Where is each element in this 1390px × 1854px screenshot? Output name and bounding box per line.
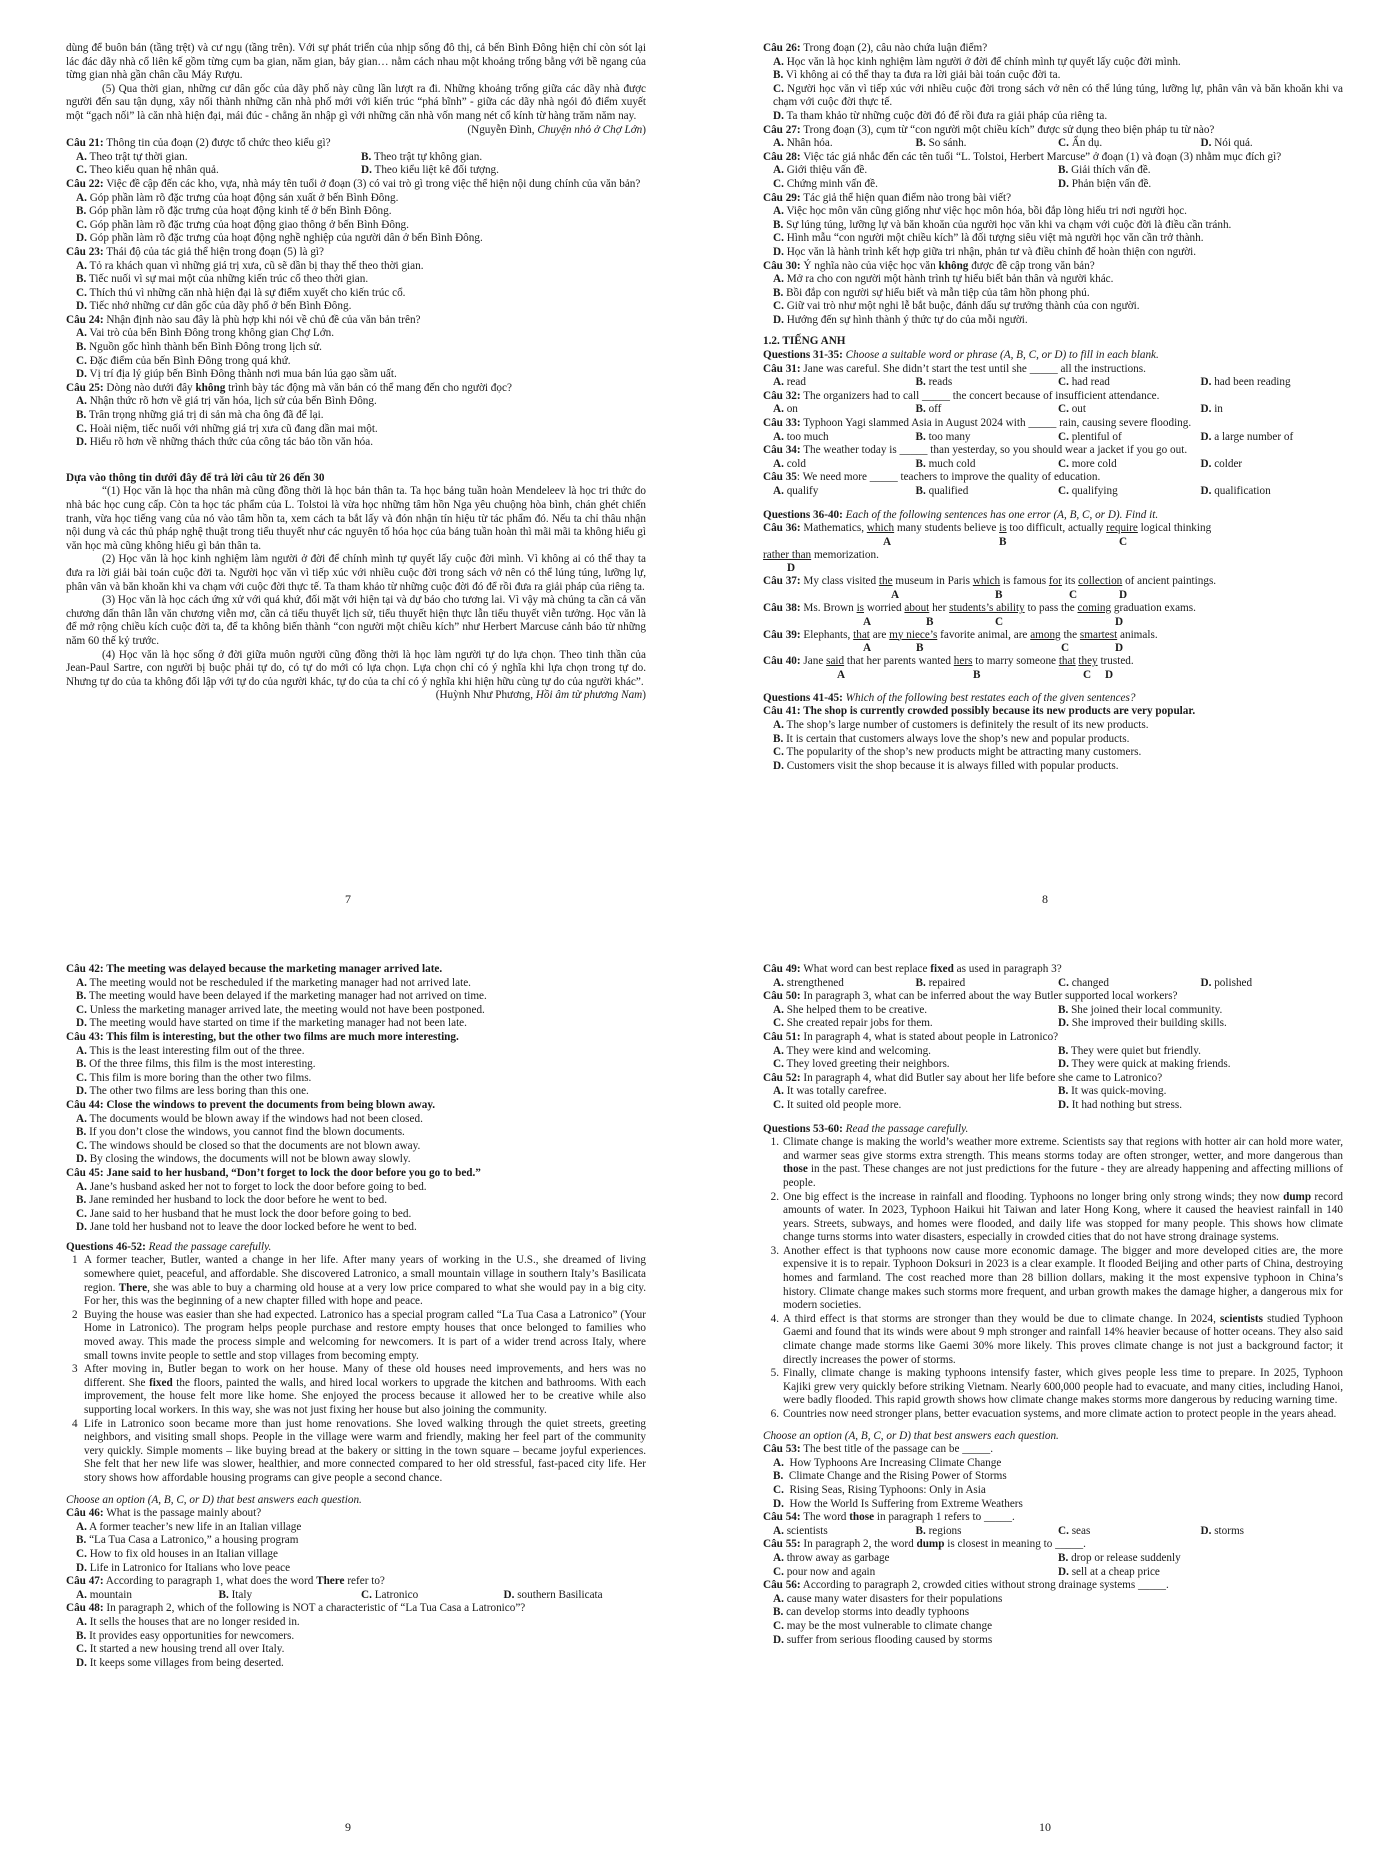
option-c[interactable]: C. changed bbox=[1058, 976, 1109, 989]
reading-paragraph-1: “(1) Học văn là học tha nhân mà cũng đồng thời là học bản thân ta. Ta học bảng tuần hoàn Mendeleev là học tri thức do nhà bác học cung cấp. Còn ta học tác phẩm của L. Tolstoi là vừa học những tâm hồn Nga yêu chuộng hòa bình, chán ghét chiến tranh, vừa học tiếng vang của nó vào tâm hồn ta, xem cách ta bắt lấy và đón nhận tín hiệu từ tác phẩm đó. Nếu ta chỉ thâu nhận nội dung và các thủ pháp nghệ thuật trong tiểu thuyết như các nguyên tố hóa học của bảng tuần hoàn thì mãi mãi ta không hiểu gì văn học mà cũng không hiểu gì bản thân ta. bbox=[66, 485, 646, 552]
question-26: Câu 26: Trong đoạn (2), câu nào chứa luận điểm? A. Học văn là học kinh nghiệm làm người ở đời để chính mình tự quyết lấy cuộc đời mình. B. Vì không ai có thể thay ta đưa ra lời giải bài toán cuộc đời ta. C. Người học văn vì tiếp xúc với nhiều cuộc đời trong sách vở nên có thể lúng túng, lưỡng lự, phân vân và băn khoăn khi va chạm với cuộc đời thực tế. D. Ta tham khảo từ những cuộc đời đó để rồi đưa ra giải pháp của riêng ta. bbox=[763, 42, 1344, 122]
option-d[interactable]: D. Theo kiểu liệt kê đối tượng. bbox=[361, 164, 499, 177]
reading-paragraph-4: (4) Học văn là học sống ở đời giữa muôn người cũng đồng thời là học làm người tự do lựa chọn. Theo tinh thần của Jean-Paul Sartre, con người bị buộc phải tự do, có tự do mới có lựa chọn. Lựa chọn chỉ có ý nghĩa khi lựa chọn trong tự do. Nhưng tự do của ta không đối lập với tự do của người khác, tự do của ta chỉ có ý nghĩa khi hiện hữu cùng tự do của người khác”. bbox=[66, 648, 646, 688]
option-b[interactable]: B. If you don’t close the windows, you cannot find the blown documents. bbox=[76, 1126, 405, 1139]
option-b[interactable]: B. Of the three films, this film is the most interesting. bbox=[76, 1058, 316, 1071]
error-option-b[interactable]: about bbox=[904, 601, 930, 614]
option-b[interactable]: B. Climate Change and the Rising Power of Storms bbox=[773, 1470, 1007, 1483]
option-b[interactable]: B. Sự lúng túng, lưỡng lự và băn khoăn của người học văn khi va chạm với cuộc đời là điều cần tránh. bbox=[773, 218, 1232, 231]
option-b[interactable]: B. regions bbox=[915, 1524, 962, 1537]
option-c[interactable]: C. more cold bbox=[1058, 457, 1117, 470]
option-a[interactable]: A. This is the least interesting film out of the three. bbox=[76, 1044, 305, 1057]
question-55: Câu 55: In paragraph 2, the word dump is closest in meaning to _____. A. throw away as garbage B. drop or release suddenly C. pour now and again D. sell at a cheap price bbox=[763, 1538, 1343, 1579]
option-b[interactable]: B. Italy bbox=[218, 1588, 253, 1601]
option-a[interactable]: A. Mở ra cho con người một hành trình tự hiểu biết bản thân và người khác. bbox=[773, 273, 1114, 286]
question-46: Câu 46: What is the passage mainly about? A. A former teacher’s new life in an Italian village B. “La Tua Casa a Latronico,” a housing program C. How to fix old houses in an Italian village D. Life in Latronico for Italians who love peace bbox=[66, 1507, 646, 1575]
option-c[interactable]: C. Latronico bbox=[361, 1588, 419, 1601]
option-b[interactable]: B. “La Tua Casa a Latronico,” a housing program bbox=[76, 1534, 299, 1547]
option-b[interactable]: B. It was quick-moving. bbox=[1058, 1085, 1167, 1098]
option-c[interactable]: C. They loved greeting their neighbors. bbox=[773, 1058, 950, 1071]
option-c[interactable]: C. seas bbox=[1058, 1524, 1091, 1537]
option-c[interactable]: C. Đặc điểm của bến Bình Đông trong quá khứ. bbox=[76, 354, 291, 367]
option-a[interactable]: A. read bbox=[773, 376, 806, 389]
passage-paragraph-5: (5) Qua thời gian, những cư dân gốc của dãy phố này cũng lần lượt ra đi. Những khoảng trống giữa các dãy nhà được người đến sau tận dụng, xây nối thành những căn nhà phố mới với kiến trúc “phá bĩnh” - giữa các dãy nhà ngói đỏ điểm xuyết một “gạch nối” là căn nhà hiện đại, mái đúc - chẳng ăn nhập gì với những căn nhà vốn mang nét cổ kính từ hàng trăm năm nay. bbox=[66, 82, 646, 122]
question-33: Câu 33: Typhoon Yagi slammed Asia in August 2024 with _____ rain, causing severe flooding. A. too much B. too many C. plentiful of D. a large number of bbox=[763, 417, 1343, 444]
option-b[interactable]: B. It provides easy opportunities for newcomers. bbox=[76, 1629, 295, 1642]
question-42: Câu 42: The meeting was delayed because the marketing manager arrived late. A. The meeting would not be rescheduled if the marketing manager had not arrived late. B. The meeting would have been delayed if the marketing manager had not arrived on time. C. Unless the marketing manager arrived late, the meeting would not have been postponed. D. The meeting would have started on time if the marketing manager had not been late. bbox=[66, 963, 646, 1031]
question-56: Câu 56: According to paragraph 2, crowded cities without strong drainage systems _____. A. cause many water disasters for their populations B. can develop storms into deadly typhoons C. may be the most vulnerable to climate change D. suffer from serious flooding caused by storms bbox=[763, 1579, 1343, 1647]
option-c[interactable]: C. out bbox=[1058, 403, 1086, 416]
option-d[interactable]: D. By closing the windows, the documents will not be blown away slowly. bbox=[76, 1153, 411, 1166]
option-d[interactable]: D. The other two films are less boring than this one. bbox=[76, 1085, 309, 1098]
option-a[interactable]: A. Nhận thức rõ hơn về giá trị văn hóa, lịch sử của bến Bình Đông. bbox=[76, 395, 377, 408]
option-a[interactable]: A. scientists bbox=[773, 1524, 828, 1537]
option-c[interactable]: C. It started a new housing trend all over Italy. bbox=[76, 1643, 285, 1656]
option-a[interactable]: A. How Typhoons Are Increasing Climate Change bbox=[773, 1456, 1002, 1469]
option-b[interactable]: B. drop or release suddenly bbox=[1058, 1551, 1181, 1564]
option-c[interactable]: C. Theo kiểu quan hệ nhân quả. bbox=[76, 164, 219, 177]
error-option-a[interactable]: which bbox=[866, 522, 895, 535]
error-option-a[interactable]: the bbox=[878, 575, 893, 588]
option-c[interactable]: C. Giữ vai trò như một nghi lễ bắt buộc, đánh dấu sự trưởng thành của con người. bbox=[773, 300, 1140, 313]
question-38: Câu 38: Ms. Brown is worried about her students’s ability to pass the coming graduation exams. A B C D bbox=[763, 601, 1196, 628]
page-number-10: 10 bbox=[1039, 1820, 1051, 1834]
error-option-a[interactable]: is bbox=[856, 601, 865, 614]
option-b[interactable]: B. Theo trật tự không gian. bbox=[361, 150, 483, 163]
option-a[interactable]: A. The documents would be blown away if the windows had not been closed. bbox=[76, 1112, 423, 1125]
reading-source: (Huỳnh Như Phương, Hồi âm từ phương Nam) bbox=[435, 689, 646, 702]
option-b[interactable]: B. repaired bbox=[915, 976, 966, 989]
option-c[interactable]: C. Góp phần làm rõ đặc trưng của hoạt động giao thông ở bến Bình Đông. bbox=[76, 218, 409, 231]
error-option-b[interactable]: my niece’s bbox=[889, 628, 938, 641]
option-d[interactable]: D. Vị trí địa lý giúp bến Bình Đông thành nơi mua bán lúa gạo sầm uất. bbox=[76, 368, 397, 381]
option-c[interactable]: C. may be the most vulnerable to climate change bbox=[773, 1619, 993, 1632]
option-c[interactable]: C. Thích thú vì những căn nhà hiện đại là sự điểm xuyết cho kiến trúc cổ. bbox=[76, 286, 406, 299]
page-10 bbox=[763, 963, 1343, 1647]
question-31: Câu 31: Jane was careful. She didn’t start the test until she _____ all the instructions. A. read B. reads C. had read D. had been reading bbox=[763, 363, 1343, 390]
option-a[interactable]: A. It sells the houses that are no longer resided in. bbox=[76, 1615, 300, 1628]
option-a[interactable]: A. too much bbox=[773, 430, 829, 443]
option-d[interactable]: D. sell at a cheap price bbox=[1058, 1565, 1160, 1578]
option-d[interactable]: D. The meeting would have started on time if the marketing manager had not been late. bbox=[76, 1017, 467, 1030]
option-d[interactable]: D. a large number of bbox=[1200, 430, 1294, 443]
question-28: Câu 28: Việc tác giả nhắc đến các tên tuổi “L. Tolstoi, Herbert Marcuse” ở đoạn (1) và đoạn (3) nhằm mục đích gì? A. Giới thiệu vấn đề. B. Giải thích vấn đề. C. Chứng minh vấn đề. D. Phản biện vấn đề. bbox=[763, 151, 1343, 192]
option-d[interactable]: D. in bbox=[1200, 403, 1223, 416]
option-d[interactable]: D. Jane told her husband not to leave the door locked before he went to bed. bbox=[76, 1221, 417, 1234]
option-d[interactable]: D. Hướng đến sự hình thành ý thức tự do của mỗi người. bbox=[773, 313, 1028, 326]
question-53: Câu 53: The best title of the passage can be _____. A. How Typhoons Are Increasing Climate Change B. Climate Change and the Rising Power of Storms C. Rising Seas, Rising Typhoons: Only in Asia D. How the World Is Suffering from Extreme Weathers bbox=[763, 1443, 1343, 1511]
option-b[interactable]: B. Góp phần làm rõ đặc trưng của hoạt động kinh tế ở bến Bình Đông. bbox=[76, 205, 392, 218]
passage-paragraph-2: 2. One big effect is the increase in rainfall and flooding. Typhoons no longer bring only strong winds; they now dump record amounts of water. In 2023, Typhoon Haikui hit Taiwan and later Hong Kong, where it caused the heaviest rainfall in 140 years. Streets, subways, and homes were flooded, and daily life was stopped for many people. This shows how climate change turns storms into water disasters, especially in crowded cities that do not have strong drainage systems. bbox=[770, 1190, 1343, 1244]
option-d[interactable]: D. Nói quá. bbox=[1200, 137, 1253, 150]
reading-paragraph-3: (3) Học văn là học cách ứng xử với quá khứ, đối mặt với hiện tại và dự báo cho tương lai. Vì vậy mà chúng ta cần cả văn chương dấn thân lẫn văn chương viễn mơ, cần cả tiểu thuyết lịch sử, tiểu thuyết hiện thực lẫn tiểu thuyết viễn tưởng. Học văn là để mở rộng chiều kích cuộc đời ta, để ta không biến thành “con người một chiều kích” như Herbert Marcuse cảnh báo từ những năm 60 thế kỷ trước. bbox=[66, 594, 646, 647]
page-number-7: 7 bbox=[345, 892, 351, 906]
option-a[interactable]: A. Jane’s husband asked her not to forget to lock the door before going to bed. bbox=[76, 1180, 427, 1193]
instructions-53-60: Questions 53-60: Read the passage carefully. bbox=[763, 1122, 969, 1135]
passage-paragraph-1: 1 A former teacher, Butler, wanted a change in her life. After many years of working in the U.S., she dreamed of living somewhere quiet, peaceful, and affordable. She discovered Latronico, a small mountain village in southern Italy’s Basilicata region. There, she was able to buy a charming old house at a very low price compared to what she would pay in a big city. For her, this was the beginning of a new chapter filled with hope and peace. bbox=[72, 1254, 646, 1308]
option-a[interactable]: A. throw away as garbage bbox=[773, 1551, 890, 1564]
choose-instructions: Choose an option (A, B, C, or D) that best answers each question. bbox=[763, 1429, 1059, 1442]
question-51: Câu 51: In paragraph 4, what is stated about people in Latronico? A. They were kind and welcoming. B. They were quiet but friendly. C. They loved greeting their neighbors. D. They were quick at making friends. bbox=[763, 1031, 1343, 1072]
instructions-31-35: Questions 31-35: Choose a suitable word or phrase (A, B, C, or D) to fill in each blank. bbox=[763, 349, 1159, 362]
option-b[interactable]: B. She joined their local community. bbox=[1058, 1003, 1223, 1016]
option-b[interactable]: B. Bồi đắp con người sự hiểu biết và mẫn tiệp của tâm hồn phong phú. bbox=[773, 286, 1090, 299]
option-d[interactable]: D. It had nothing but stress. bbox=[1058, 1098, 1183, 1111]
question-39: Câu 39: Elephants, that are my niece’s favorite animal, are among the smartest animals. A B C D bbox=[763, 628, 1158, 655]
error-option-c[interactable]: students’s ability bbox=[949, 601, 1025, 614]
question-27: Câu 27: Trong đoạn (3), cụm từ “con người một chiều kích” được sử dụng theo biện pháp tu từ nào? A. Nhân hóa. B. So sánh. C. Ẩn dụ. D. Nói quá. bbox=[763, 124, 1343, 151]
option-a[interactable]: A. The shop’s large number of customers is definitely the result of its new products. bbox=[773, 718, 1149, 731]
option-a[interactable]: A. mountain bbox=[76, 1588, 132, 1601]
question-52: Câu 52: In paragraph 4, what did Butler say about her life before she came to Latronico? A. It was totally carefree. B. It was quick-moving. C. It suited old people more. D. It had nothing but stress. bbox=[763, 1072, 1343, 1113]
question-54: Câu 54: The word those in paragraph 1 refers to _____. A. scientists B. regions C. seas D. storms bbox=[763, 1511, 1343, 1538]
option-a[interactable]: A. strengthened bbox=[773, 976, 844, 989]
error-option-d[interactable]: they bbox=[1078, 655, 1098, 668]
option-d[interactable]: D. Góp phần làm rõ đặc trưng của hoạt động nghề nghiệp của người dân ở bến Bình Đông. bbox=[76, 232, 483, 245]
passage-paragraph-4: 4 Life in Latronico soon became more than just home renovations. She loved walking through the quiet streets, greeting neighbors, and visiting small shops. People in the village were warm and friendly, making her feel part of the community very quickly. Simple moments – like buying bread at the bakery or sitting in the town square – became joyful experiences. She felt that her new life was slower, healthier, and more connected compared to her old stressful, fast-paced city life. Her story shows how affordable housing programs can give people a second chance. bbox=[72, 1417, 646, 1484]
option-a[interactable]: A. Góp phần làm rõ đặc trưng của hoạt động sản xuất ở bến Bình Đông. bbox=[76, 191, 399, 204]
option-c[interactable]: C. How to fix old houses in an Italian village bbox=[76, 1547, 278, 1560]
page-number-9: 9 bbox=[345, 1820, 351, 1834]
page-9 bbox=[66, 963, 646, 1670]
option-c[interactable]: C. had read bbox=[1058, 376, 1110, 389]
option-c[interactable]: C. Người học văn vì tiếp xúc với nhiều cuộc đời trong sách vở nên có thể lúng túng, lưỡng lự, phân vân và băn khoăn khi va chạm với cuộc đời thực tế. bbox=[773, 82, 1344, 109]
instructions-46-52: Questions 46-52: Read the passage carefully. bbox=[66, 1240, 272, 1253]
option-a[interactable]: A. Vai trò của bến Bình Đông trong không gian Chợ Lớn. bbox=[76, 327, 335, 340]
error-option-c[interactable]: require bbox=[1106, 522, 1138, 535]
option-c[interactable]: C. The popularity of the shop’s new products might be attracting many customers. bbox=[773, 746, 1142, 759]
option-d[interactable]: D. They were quick at making friends. bbox=[1058, 1058, 1231, 1071]
question-41: Câu 41: The shop is currently crowded possibly because its new products are very popular. A. The shop’s large number of customers is definitely the result of its new products. B. It is certain that customers always love the shop’s new and popular products. C. The popularity of the shop’s new products might be attracting many customers. D. Customers visit the shop because it is always filled with popular products. bbox=[763, 705, 1343, 773]
question-45: Câu 45: Jane said to her husband, “Don’t forget to lock the door before you go to bed.” A. Jane’s husband asked her not to forget to lock the door before going to bed. B. Jane reminded her husband to lock the door before he went to bed. C. Jane said to her husband that he must lock the door before going to bed. D. Jane told her husband not to leave the door locked before he went to bed. bbox=[66, 1167, 646, 1235]
error-option-d[interactable]: smartest bbox=[1079, 628, 1118, 641]
question-22: Câu 22: Việc đề cập đến các kho, vựa, nhà máy tên tuổi ở đoạn (3) có vai trò gì trong việc thể hiện nội dung chính của văn bản? A. Góp phần làm rõ đặc trưng của hoạt động sản xuất ở bến Bình Đông. B. Góp phần làm rõ đặc trưng của hoạt động kinh tế ở bến Bình Đông. C. Góp phần làm rõ đặc trưng của hoạt động giao thông ở bến Bình Đông. D. Góp phần làm rõ đặc trưng của hoạt động nghề nghiệp của người dân ở bến Bình Đông. bbox=[66, 178, 646, 246]
option-b[interactable]: B. The meeting would have been delayed if the marketing manager had not arrived on time. bbox=[76, 990, 487, 1003]
error-option-b[interactable]: hers bbox=[953, 655, 973, 668]
option-b[interactable]: B. reads bbox=[915, 376, 953, 389]
passage-paragraph: dùng để buôn bán (tầng trệt) và cư ngụ (tầng trên). Với sự phát triển của nhịp sống đô thị, cả bến Bình Đông hiện chỉ còn sót lại lác đác dãy nhà cổ liên kế gồm từng cụm ba gian, năm gian, bảy gian… nằm cách nhau một khoảng trống bằng với bề ngang của từng gian nhà gần chân cầu Máy Rượu. bbox=[66, 42, 646, 82]
error-option-c[interactable]: among bbox=[1030, 628, 1061, 641]
option-a[interactable]: A. Tỏ ra khách quan vì những giá trị xưa, cũ sẽ dần bị thay thế theo thời gian. bbox=[76, 259, 424, 272]
question-24: Câu 24: Nhận định nào sau đây là phù hợp khi nói về chủ đề của văn bản trên? A. Vai trò của bến Bình Đông trong không gian Chợ Lớn. B. Nguồn gốc hình thành bến Bình Đông trong lịch sử. C. Đặc điểm của bến Bình Đông trong quá khứ. D. Vị trí địa lý giúp bến Bình Đông thành nơi mua bán lúa gạo sầm uất. bbox=[66, 314, 646, 382]
option-d[interactable]: D. Học văn là hành trình kết hợp giữa tri nhận, phản tư và điều chỉnh để hoàn thiện con người. bbox=[773, 245, 1197, 258]
option-b[interactable]: B. much cold bbox=[915, 457, 976, 470]
reading-paragraph-2: (2) Học văn là học kinh nghiệm làm người ở đời để chính mình tự quyết lấy cuộc đời mình. Vì không ai có thể thay ta đưa ra lời giải bài toán cuộc đời ta. Người học văn vì tiếp xúc với nhiều cuộc đời trong sách vở nên có thể lúng túng, lưỡng lự, phân vân và băn khoăn khi va chạm với cuộc đời thực tế. Ta tham khảo từ những cuộc đời đó để rồi đưa ra giải pháp của riêng ta. bbox=[66, 553, 646, 593]
question-21: Câu 21: Thông tin của đoạn (2) được tổ chức theo kiểu gì? A. Theo trật tự thời gian. B. Theo trật tự không gian. C. Theo kiểu quan hệ nhân quả. D. Theo kiểu liệt kê đối tượng. bbox=[66, 137, 646, 178]
error-option-b[interactable]: which bbox=[972, 575, 1001, 588]
option-a[interactable]: A. Nhân hóa. bbox=[773, 137, 833, 150]
option-c[interactable]: C. Hình mẫu “con người một chiều kích” là đối tượng siêu việt mà người học văn cần trở thành. bbox=[773, 232, 1204, 245]
passage-source: (Nguyễn Đình, Chuyện nhỏ ở Chợ Lớn) bbox=[467, 123, 646, 136]
option-a[interactable]: A. Việc học môn văn cũng giống như việc học môn hóa, bồi đắp lòng hiếu tri nơi người học. bbox=[773, 205, 1187, 218]
option-a[interactable]: A. She helped them to be creative. bbox=[773, 1003, 928, 1016]
option-a[interactable]: A. The meeting would not be rescheduled if the marketing manager had not arrived late. bbox=[76, 976, 471, 989]
error-option-d[interactable]: coming bbox=[1077, 601, 1112, 614]
option-b[interactable]: B. can develop storms into deadly typhoons bbox=[773, 1606, 970, 1619]
question-30: Câu 30: Ý nghĩa nào của việc học văn không được đề cập trong văn bản? A. Mở ra cho con người một hành trình tự hiểu biết bản thân và người khác. B. Bồi đắp con người sự hiểu biết và mẫn tiệp của tâm hồn phong phú. C. Giữ vai trò như một nghi lễ bắt buộc, đánh dấu sự trưởng thành của con người. D. Hướng đến sự hình thành ý thức tự do của mỗi người. bbox=[763, 260, 1343, 328]
option-c[interactable]: C. This film is more boring than the other two films. bbox=[76, 1071, 312, 1084]
error-option-d[interactable]: collection bbox=[1078, 575, 1123, 588]
error-option-c[interactable]: for bbox=[1048, 575, 1062, 588]
option-a[interactable]: A. Theo trật tự thời gian. bbox=[76, 150, 188, 163]
option-d[interactable]: D. Life in Latronico for Italians who love peace bbox=[76, 1561, 291, 1574]
option-b[interactable]: B. qualified bbox=[915, 485, 969, 497]
option-d[interactable]: D. Customers visit the shop because it is always filled with popular products. bbox=[773, 759, 1119, 772]
option-c[interactable]: C. Hoài niệm, tiếc nuối với những giá trị xưa cũ đang dần mai một. bbox=[76, 422, 378, 435]
option-a[interactable]: A. qualify bbox=[773, 485, 819, 497]
question-40: Câu 40: Jane said that her parents wanted hers to marry someone that they trusted. A B C D bbox=[763, 655, 1134, 681]
option-c[interactable]: C. Unless the marketing manager arrived late, the meeting would not have been postponed. bbox=[76, 1003, 485, 1016]
reading-heading: Dựa vào thông tin dưới đây để trả lời câu từ 26 đến 30 bbox=[66, 471, 325, 484]
option-c[interactable]: C. Jane said to her husband that he must lock the door before going to bed. bbox=[76, 1207, 412, 1220]
option-c[interactable]: C. qualifying bbox=[1058, 485, 1118, 497]
question-47: Câu 47: According to paragraph 1, what does the word There refer to? A. mountain B. Italy C. Latronico D. southern Basilicata bbox=[66, 1575, 646, 1602]
passage-paragraph-6: 6. Countries now need stronger plans, better evacuation systems, and more climate action to protect people in the years ahead. bbox=[770, 1408, 1337, 1420]
option-d[interactable]: D. colder bbox=[1200, 457, 1243, 470]
question-49: Câu 49: What word can best replace fixed as used in paragraph 3? A. strengthened B. repaired C. changed D. polished bbox=[763, 963, 1343, 990]
option-c[interactable]: C. pour now and again bbox=[773, 1565, 876, 1578]
question-48: Câu 48: In paragraph 2, which of the following is NOT a characteristic of “La Tua Casa a Latronico”? A. It sells the houses that are no longer resided in. B. It provides easy opportunities for newcomers. C. It started a new housing trend all over Italy. D. It keeps some villages from being deserted. bbox=[66, 1602, 646, 1670]
option-d[interactable]: D. Phản biện vấn đề. bbox=[1058, 177, 1152, 190]
passage-paragraph-2: 2 Buying the house was easier than she had expected. Latronico has a special program called “La Tua Casa a Latronico” (Your Home in Latronico). The program helps people purchase and restore empty houses that once belonged to families who moved away. This made the process simple and welcoming for newcomers. It is part of a wider trend across Italy, where small towns invite people to settle and stop villages from becoming empty. bbox=[72, 1308, 646, 1362]
option-b[interactable]: B. Jane reminded her husband to lock the door before he went to bed. bbox=[76, 1194, 387, 1207]
question-35: Câu 35: We need more _____ teachers to improve the quality of education. A. qualify B. qualified C. qualifying D. qualification bbox=[763, 471, 1343, 498]
option-a[interactable]: A. on bbox=[773, 403, 798, 416]
option-a[interactable]: A. Học văn là học kinh nghiệm làm người ở đời để chính mình tự quyết lấy cuộc đời mình. bbox=[773, 55, 1181, 68]
question-50: Câu 50: In paragraph 3, what can be inferred about the way Butler supported local workers? A. She helped them to be creative. B. She joined their local community. C. She created repair jobs for them. D. She improved their building skills. bbox=[763, 990, 1343, 1031]
option-d[interactable]: D. She improved their building skills. bbox=[1058, 1017, 1227, 1030]
option-b[interactable]: B. Vì không ai có thể thay ta đưa ra lời giải bài toán cuộc đời ta. bbox=[773, 69, 1061, 82]
question-32: Câu 32: The organizers had to call _____ the concert because of insufficient attendance. A. on B. off C. out D. in bbox=[763, 390, 1343, 417]
option-d[interactable]: D. Ta tham khảo từ những cuộc đời đó để rồi đưa ra giải pháp của riêng ta. bbox=[773, 109, 1108, 122]
option-a[interactable]: A. A former teacher’s new life in an Italian village bbox=[76, 1520, 302, 1533]
passage-paragraph-3: 3. Another effect is that typhoons now cause more economic damage. The bigger and more developed cities are, the more expensive it is to repair. Typhoon Doksuri in 2023 is a clear example. It flooded Beijing and other parts of China, destroying homes and farmland. The cost reached more than 28 billion dollars, making it the most expensive typhoon in China’s history. Climate change makes such storms more frequent, and urban growth makes the damage higher, a dangerous mix for modern societies. bbox=[770, 1244, 1343, 1312]
option-c[interactable]: C. Ẩn dụ. bbox=[1058, 137, 1103, 150]
option-d[interactable]: D. It keeps some villages from being deserted. bbox=[76, 1656, 284, 1669]
option-d[interactable]: D. Hiểu rõ hơn về những thách thức của công tác bảo tồn văn hóa. bbox=[76, 436, 374, 449]
option-b[interactable]: B. Giải thích vấn đề. bbox=[1058, 164, 1151, 177]
option-d[interactable]: D. storms bbox=[1200, 1524, 1245, 1537]
option-b[interactable]: B. Trân trọng những giá trị di sản mà cha ông đã để lại. bbox=[76, 409, 324, 422]
option-c[interactable]: C. She created repair jobs for them. bbox=[773, 1017, 933, 1030]
option-a[interactable]: A. cause many water disasters for their populations bbox=[773, 1592, 1003, 1605]
error-option-b[interactable]: is bbox=[999, 522, 1007, 535]
option-d[interactable]: D. qualification bbox=[1200, 485, 1271, 497]
option-c[interactable]: C. The windows should be closed so that the documents are not blown away. bbox=[76, 1139, 421, 1152]
question-34: Câu 34: The weather today is _____ than yesterday, so you should wear a jacket if you go out. A. cold B. much cold C. more cold D. colder bbox=[763, 444, 1343, 471]
option-b[interactable]: B. Nguồn gốc hình thành bến Bình Đông trong lịch sử. bbox=[76, 341, 322, 354]
passage-paragraph-5: 5. Finally, climate change is making typhoons intensify faster, which gives people less time to prepare. In 2025, Typhoon Kajiki grew very quickly before striking Vietnam. Nearly 600,000 people had to evacuate, and many cities, including Hanoi, were badly flooded. This rapid growth shows how climate change makes storms more dangerous by reducing warning time. bbox=[770, 1367, 1343, 1407]
choose-instructions: Choose an option (A, B, C, or D) that best answers each question. bbox=[66, 1493, 362, 1506]
option-c[interactable]: C. It suited old people more. bbox=[773, 1098, 902, 1111]
option-d[interactable]: D. southern Basilicata bbox=[503, 1588, 603, 1601]
english-section-heading: 1.2. TIẾNG ANH bbox=[763, 335, 846, 348]
option-c[interactable]: C. Chứng minh vấn đề. bbox=[773, 177, 878, 190]
question-36: Câu 36: Mathematics, which many students believe is too difficult, actually require logical thinking A B C rather than memorization. D bbox=[763, 522, 1212, 575]
error-option-a[interactable]: that bbox=[853, 628, 870, 641]
option-c[interactable]: C. Rising Seas, Rising Typhoons: Only in Asia bbox=[773, 1483, 986, 1496]
option-d[interactable]: D. polished bbox=[1200, 976, 1253, 989]
option-a[interactable]: A. cold bbox=[773, 457, 806, 470]
passage-paragraph-3: 3 After moving in, Butler began to work on her house. Many of these old houses need improvements, and hers was no different. She fixed the floors, painted the walls, and hired local workers to upgrade the kitchen and bathrooms. With each improvement, the house felt more like home. She enjoyed the process because it allowed her to be creative while also supporting local workers. In this way, she was not just fixing her house but also joining the community. bbox=[72, 1363, 646, 1416]
option-a[interactable]: A. It was totally carefree. bbox=[773, 1085, 887, 1098]
option-b[interactable]: B. So sánh. bbox=[915, 137, 967, 150]
page-8 bbox=[763, 42, 1343, 773]
option-d[interactable]: D. How the World Is Suffering from Extreme Weathers bbox=[773, 1497, 1023, 1510]
option-c[interactable]: C. plentiful of bbox=[1058, 430, 1122, 443]
option-a[interactable]: A. Giới thiệu vấn đề. bbox=[773, 164, 868, 177]
question-44: Câu 44: Close the windows to prevent the documents from being blown away. A. The documents would be blown away if the windows had not been closed. B. If you don’t close the windows, you cannot find the blown documents. C. The windows should be closed so that the documents are not blown away. D. By closing the windows, the documents will not be blown away slowly. bbox=[66, 1099, 646, 1167]
question-43: Câu 43: This film is interesting, but the other two films are much more interesting. A. This is the least interesting film out of the three. B. Of the three films, this film is the most interesting. C. This film is more boring than the other two films. D. The other two films are less boring than this one. bbox=[66, 1031, 646, 1099]
option-d[interactable]: D. suffer from serious flooding caused by storms bbox=[773, 1633, 993, 1646]
question-37: Câu 37: My class visited the museum in Paris which is famous for its collection of ancient paintings. A B C D bbox=[763, 575, 1217, 601]
option-b[interactable]: B. They were quiet but friendly. bbox=[1058, 1044, 1201, 1057]
page-number-8: 8 bbox=[1042, 892, 1048, 906]
question-29: Câu 29: Tác giả thể hiện quan điểm nào trong bài viết? A. Việc học môn văn cũng giống như việc học môn hóa, bồi đắp lòng hiếu tri nơi người học. B. Sự lúng túng, lưỡng lự và băn khoăn của người học văn khi va chạm với cuộc đời là điều cần tránh. C. Hình mẫu “con người một chiều kích” là đối tượng siêu việt mà người học văn cần trở thành. D. Học văn là hành trình kết hợp giữa tri nhận, phản tư và điều chỉnh để hoàn thiện con người. bbox=[763, 192, 1343, 260]
question-25: Câu 25: Dòng nào dưới đây không trình bày tác động mà văn bản có thể mang đến cho người đọc? A. Nhận thức rõ hơn về giá trị văn hóa, lịch sử của bến Bình Đông. B. Trân trọng những giá trị di sản mà cha ông đã để lại. C. Hoài niệm, tiếc nuối với những giá trị xưa cũ đang dần mai một. D. Hiểu rõ hơn về những thách thức của công tác bảo tồn văn hóa. bbox=[66, 382, 646, 450]
error-option-a[interactable]: said bbox=[826, 655, 845, 668]
instructions-41-45: Questions 41-45: Which of the following best restates each of the given sentences? bbox=[763, 691, 1136, 704]
passage-paragraph-4: 4. A third effect is that storms are stronger than they would be due to climate change. In 2024, scientists studied Typhoon Gaemi and found that its winds were about 9 mph stronger and rainfall 14% heavier because of hotter oceans. They also said climate change made storms like Gaemi 30% more likely. This proves climate change is not just a background factor; it directly increases the power of storms. bbox=[770, 1312, 1344, 1366]
option-b[interactable]: B. It is certain that customers always love the shop’s new and popular products. bbox=[773, 732, 1130, 745]
option-b[interactable]: B. off bbox=[915, 403, 942, 416]
instructions-36-40: Questions 36-40: Each of the following sentences has one error (A, B, C, or D). Find it. bbox=[763, 508, 1159, 521]
option-d[interactable]: D. had been reading bbox=[1200, 376, 1291, 389]
option-d[interactable]: D. Tiếc nhớ những cư dân gốc của dãy phố ở bến Bình Đông. bbox=[76, 300, 352, 313]
error-option-d[interactable]: rather than bbox=[763, 548, 812, 561]
page-7 bbox=[66, 42, 646, 703]
question-23: Câu 23: Thái độ của tác giả thể hiện trong đoạn (5) là gì? A. Tỏ ra khách quan vì những giá trị xưa, cũ sẽ dần bị thay thế theo thời gian. B. Tiếc nuối vì sự mai một của những kiến trúc cổ theo thời gian. C. Thích thú vì những căn nhà hiện đại là sự điểm xuyết cho kiến trúc cổ. D. Tiếc nhớ những cư dân gốc của dãy phố ở bến Bình Đông. bbox=[66, 246, 646, 314]
option-b[interactable]: B. Tiếc nuối vì sự mai một của những kiến trúc cổ theo thời gian. bbox=[76, 273, 369, 286]
option-b[interactable]: B. too many bbox=[915, 430, 971, 443]
error-option-c[interactable]: that bbox=[1058, 655, 1076, 668]
passage-paragraph-1: 1. Climate change is making the world’s weather more extreme. Scientists say that regions with hotter air can hold more water, and warmer seas give storms extra strength. This means storms today are often stronger, wetter, and more dangerous than those in the past. These changes are not just predictions for the future - they are already happening and affecting millions of people. bbox=[770, 1136, 1343, 1189]
option-a[interactable]: A. They were kind and welcoming. bbox=[773, 1044, 931, 1057]
